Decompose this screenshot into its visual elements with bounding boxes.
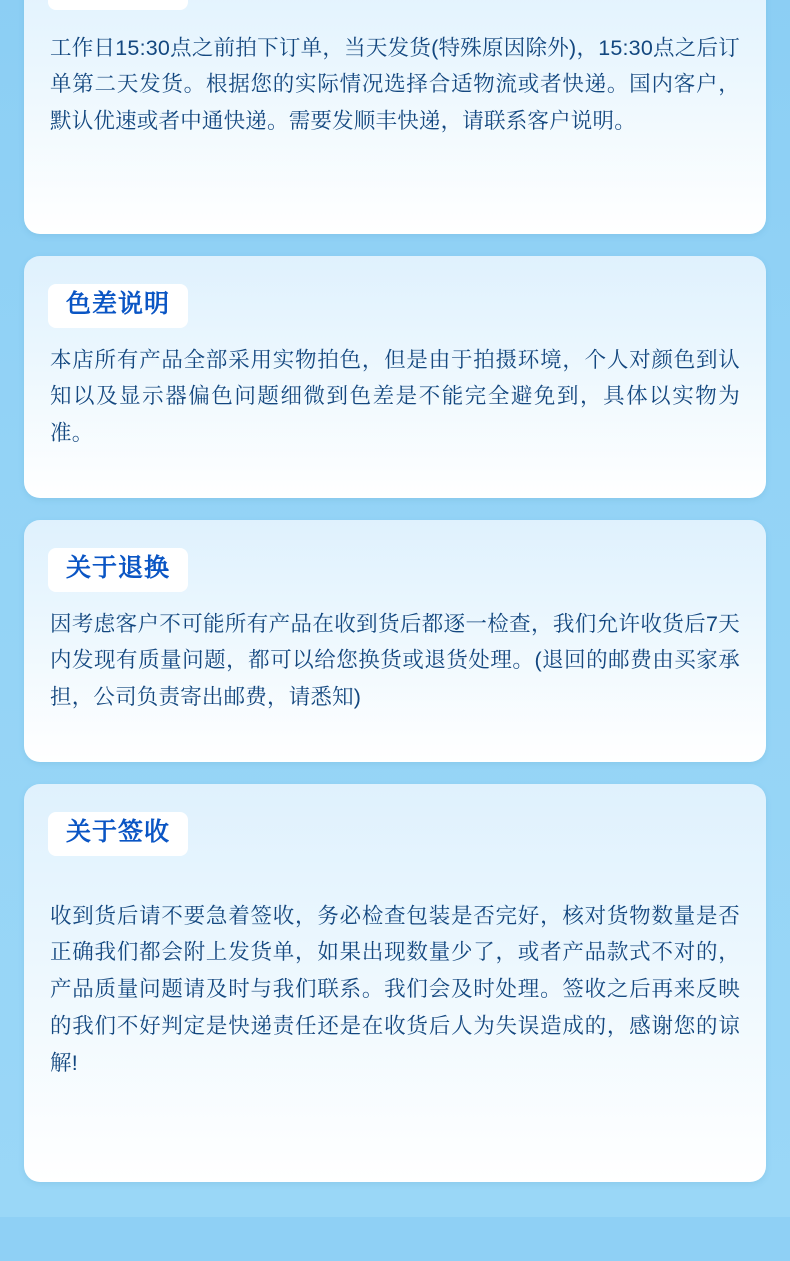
- section-text-shipping: 工作日15:30点之前拍下订单，当天发货(特殊原因除外)，15:30点之后订单第二天发货。根据您的实际情况选择合适物流或者快递。国内客户，默认优速或者中通快递。需要发顺丰快递，请联系客户说明。: [50, 35, 740, 134]
- section-card-sign: [24, 784, 766, 1182]
- section-card-color: [24, 256, 766, 498]
- section-title-sign: 关于签收: [48, 812, 188, 856]
- section-text-return: 因考虑客户不可能所有产品在收到货后都逐一检查，我们允许收货后7天内发现有质量问题，都可以给您换货或退货处理。(退回的邮费由买家承担，公司负责寄出邮费，请悉知): [50, 611, 740, 710]
- section-text-color: 本店所有产品全部采用实物拍色，但是由于拍摄环境，个人对颜色到认知以及显示器偏色问题细微到色差是不能完全避免到，具体以实物为准。: [50, 347, 740, 446]
- section-text-sign: 收到货后请不要急着签收，务必检查包装是否完好，核对货物数量是否正确我们都会附上发货单，如果出现数量少了，或者产品款式不对的，产品质量问题请及时与我们联系。我们会及时处理。签收之后再来反映的我们不好判定是快递责任还是在收货后人为失误造成的，感谢您的谅解!: [50, 903, 740, 1076]
- section-title-return: 关于退换: [48, 548, 188, 592]
- section-title-color: 色差说明: [48, 284, 188, 328]
- section-card-shipping: [24, 0, 766, 234]
- section-card-return: [24, 520, 766, 762]
- section-title-shipping: [48, 0, 188, 10]
